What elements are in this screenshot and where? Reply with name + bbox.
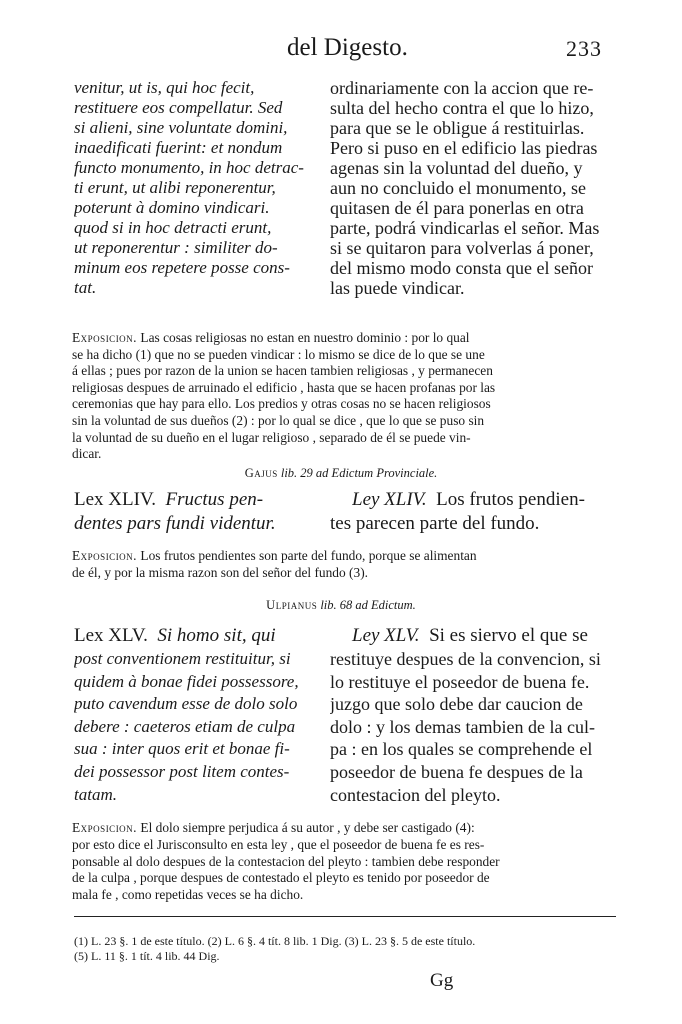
latin-column-lex45 xyxy=(74,624,324,806)
ley-label: Ley XLV. xyxy=(352,625,420,646)
latin-line: poterunt à domino vindicari. xyxy=(74,198,270,217)
exposicion-lex43 xyxy=(72,330,618,463)
spanish-line: juzgo que solo debe dar caucion de xyxy=(330,694,583,715)
exposicion-lex44 xyxy=(72,548,618,581)
signature-mark: Gg xyxy=(430,970,454,991)
exposicion-line: por esto dice el Jurisconsulto en esta ley , que el poseedor de buena fe es res- xyxy=(72,836,485,852)
latin-line: si alieni, sine voluntate domini, xyxy=(74,118,288,137)
latin-column-lex44 xyxy=(74,488,324,536)
spanish-line: parte, podrá vindicarlas el señor. Mas xyxy=(330,218,600,238)
spanish-line: si se quitaron para volverlas á poner, xyxy=(330,238,594,258)
spanish-line: poseedor de buena fe despues de la xyxy=(330,761,583,782)
exposicion-line: la voluntad de su dueño en el lugar religioso , separado de él se puede vin- xyxy=(72,429,471,445)
spanish-line: contestacion del pleyto. xyxy=(330,784,501,805)
lex-label: Lex XLIV. xyxy=(74,489,156,510)
exposicion-line: Los frutos pendientes son parte del fundo, porque se alimentan xyxy=(137,548,477,563)
exposicion-lex45 xyxy=(72,820,618,904)
latin-line: tatam. xyxy=(74,784,117,804)
latin-line: functo monumento, in hoc detrac- xyxy=(74,158,304,177)
latin-line: dei possessor post litem contes- xyxy=(74,761,290,781)
latin-line: puto cavendum esse de dolo solo xyxy=(74,694,298,714)
exposicion-line: de él, y por la misma razon son del señor del fundo (3). xyxy=(72,564,368,580)
spanish-line: aun no concluido el monumento, se xyxy=(330,178,586,198)
source-author: Ulpianus xyxy=(266,598,318,612)
latin-line: Fructus pen- xyxy=(165,489,264,510)
source-author: Gajus xyxy=(244,466,278,480)
page-number: 233 xyxy=(566,36,602,61)
exposicion-line: sin la voluntad de sus dueños (2) : por lo qual se dice , que lo que se puso sin xyxy=(72,412,485,428)
latin-line: minum eos repetere posse cons- xyxy=(74,258,290,277)
latin-line: sua : inter quos erit et bonae fi- xyxy=(74,739,290,759)
spanish-line: restituye despues de la convencion, si xyxy=(330,649,601,669)
exposicion-label: Exposicion. xyxy=(72,548,138,563)
footnote-line: (1) L. 23 §. 1 de este título. (2) L. 6 §. 4 tít. 8 lib. 1 Dig. (3) L. 23 §. 5 de este título. xyxy=(74,934,476,948)
spanish-line: dolo : y los demas tambien de la cul- xyxy=(330,716,595,737)
spanish-line: para que se le obligue á restituirlas. xyxy=(330,118,585,138)
spanish-column-lex43 xyxy=(330,78,620,298)
exposicion-line: se ha dicho (1) que no se pueden vindicar : lo mismo se dice de lo que se une xyxy=(72,346,485,362)
latin-line: Si homo sit, qui xyxy=(157,625,276,646)
ley-label: Ley XLIV. xyxy=(352,489,427,510)
source-citation-45 xyxy=(0,598,682,613)
source-citation-44 xyxy=(0,466,682,481)
exposicion-line: á ellas ; pues por razon de la union se hacen tambien religiosas , y permanecen xyxy=(72,363,493,379)
latin-line: venitur, ut is, qui hoc fecit, xyxy=(74,78,255,97)
footnote-line: (5) L. 11 §. 1 tít. 4 lib. 44 Dig. xyxy=(74,949,220,963)
exposicion-line: ponsable al dolo despues de la contestacion del pleyto : tambien debe responder xyxy=(72,853,500,869)
exposicion-label: Exposicion. xyxy=(72,330,138,345)
latin-line: inaedificati fuerint: et nondum xyxy=(74,138,283,157)
latin-line: tat. xyxy=(74,278,97,297)
latin-line: dentes pars fundi videntur. xyxy=(74,513,276,534)
spanish-column-lex44-cont xyxy=(330,512,620,536)
spanish-line: las puede vindicar. xyxy=(330,278,465,298)
spanish-line: Los frutos pendien- xyxy=(436,489,585,510)
source-reference: lib. 68 ad Edictum. xyxy=(320,598,416,612)
running-title: del Digesto. xyxy=(287,34,408,61)
latin-line: ti erunt, ut alibi reponerentur, xyxy=(74,178,276,197)
spanish-line: Si es siervo el que se xyxy=(429,625,588,646)
spanish-column-lex45 xyxy=(330,624,620,806)
spanish-line: ordinariamente con la accion que re- xyxy=(330,78,594,98)
spanish-line: sulta del hecho contra el que lo hizo, xyxy=(330,98,594,118)
latin-line: quidem à bonae fidei possessore, xyxy=(74,671,299,691)
latin-line: restituere eos compellatur. Sed xyxy=(74,98,283,117)
spanish-line: quitasen de él para ponerlas en otra xyxy=(330,198,584,218)
latin-column-lex43 xyxy=(74,78,324,298)
running-header xyxy=(0,34,682,74)
exposicion-line: ceremonias que hay para ello. Los predios y otras cosas no se hacen religiosos xyxy=(72,396,491,412)
spanish-line: Pero si puso en el edificio las piedras xyxy=(330,138,598,158)
exposicion-line: dicar. xyxy=(72,446,102,462)
lex-label: Lex XLV. xyxy=(74,625,148,646)
source-reference: lib. 29 ad Edictum Provinciale. xyxy=(280,466,438,480)
latin-line: post conventionem restituitur, si xyxy=(74,649,291,668)
footnote-divider xyxy=(74,916,616,917)
exposicion-line: de la culpa , porque despues de contestado el pleyto es tenido por poseedor de xyxy=(72,870,490,886)
spanish-line: agenas sin la voluntad del dueño, y xyxy=(330,158,583,178)
exposicion-line: Las cosas religiosas no estan en nuestro dominio : por lo qual xyxy=(137,330,470,345)
exposicion-line: El dolo siempre perjudica á su autor , y debe ser castigado (4): xyxy=(137,820,475,835)
exposicion-line: religiosas despues de arruinado el edificio , hasta que se hacen profanas por las xyxy=(72,379,496,395)
spanish-line: lo restituye el poseedor de buena fe. xyxy=(330,671,590,692)
exposicion-label: Exposicion. xyxy=(72,820,138,835)
latin-line: quod si in hoc detracti erunt, xyxy=(74,218,272,237)
spanish-line: tes parecen parte del fundo. xyxy=(330,513,540,534)
spanish-column-lex44 xyxy=(352,488,620,512)
spanish-line: del mismo modo consta que el señor xyxy=(330,258,593,278)
latin-line: debere : caeteros etiam de culpa xyxy=(74,716,296,736)
exposicion-line: mala fe , como repetidas veces se ha dicho. xyxy=(72,887,304,903)
spanish-line: pa : en los quales se comprehende el xyxy=(330,739,593,760)
latin-line: ut reponerentur : similiter do- xyxy=(74,238,278,257)
footnotes xyxy=(74,934,620,964)
